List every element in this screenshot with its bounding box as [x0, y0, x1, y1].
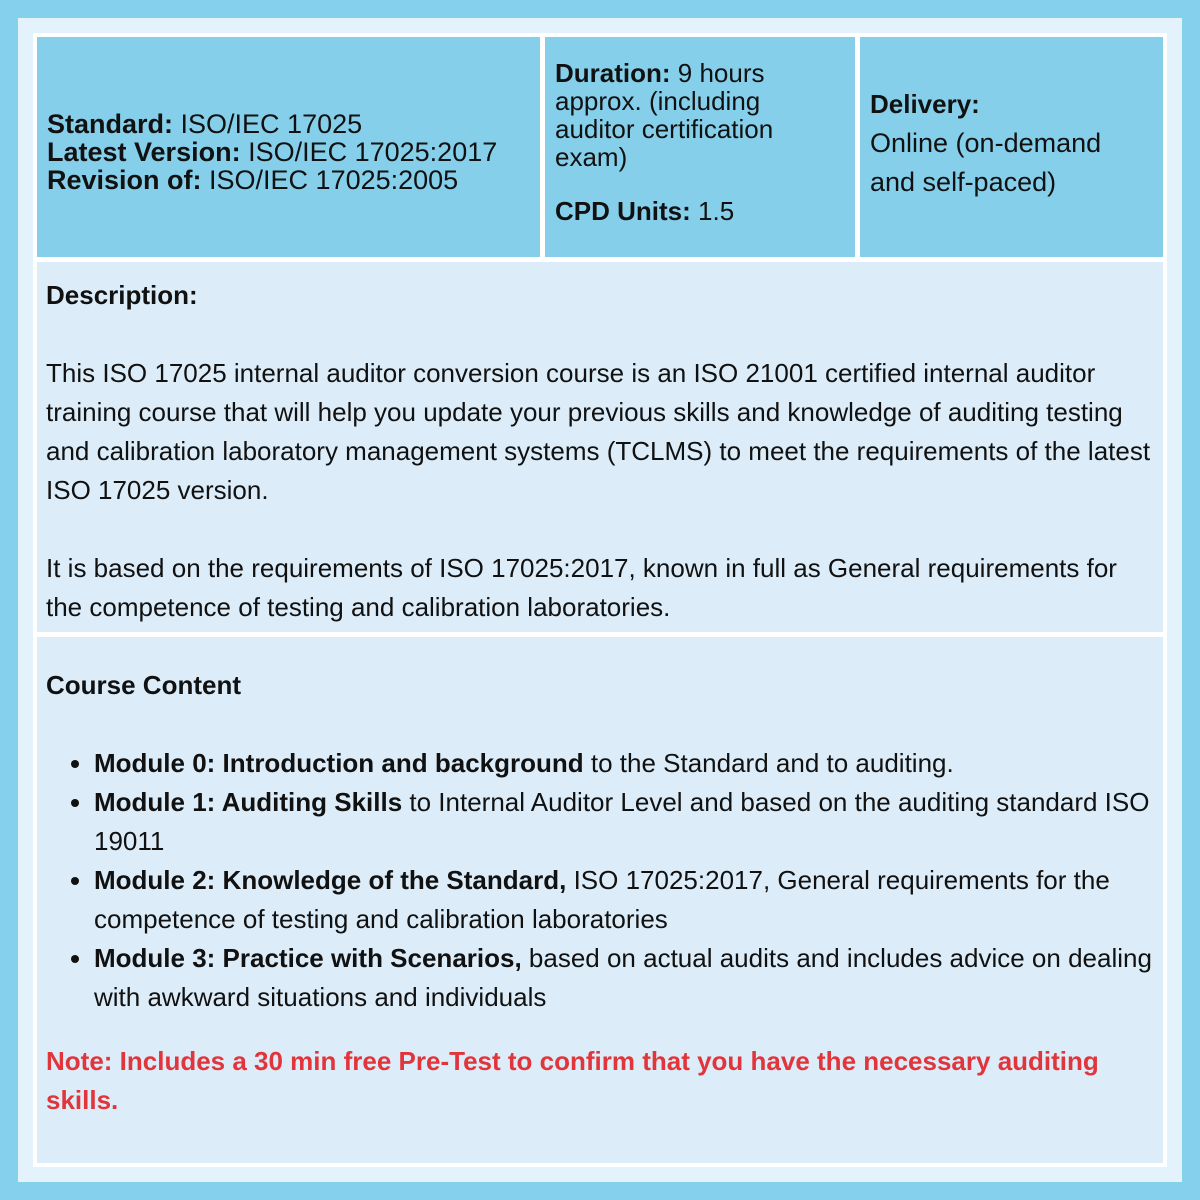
- course-content-cell: [37, 637, 1163, 1163]
- cpd-units-label: CPD Units:: [555, 196, 691, 226]
- module-title: Module 0: Introduction and background: [94, 748, 584, 778]
- module-title: Module 3: Practice with Scenarios,: [94, 943, 522, 973]
- module-desc: ISO 17025:2017, General requirements for the competence of testing and calibration laboratories: [94, 865, 1110, 934]
- module-item: [94, 783, 1154, 861]
- revision-of-value: ISO/IEC 17025:2005: [209, 165, 459, 195]
- module-desc: to the Standard and to auditing.: [583, 748, 954, 778]
- module-title: Module 1: Auditing Skills: [94, 787, 403, 817]
- latest-version-value: ISO/IEC 17025:2017: [248, 137, 498, 167]
- module-title: Module 2: Knowledge of the Standard,: [94, 865, 567, 895]
- duration-label: Duration:: [555, 58, 671, 88]
- module-item: [94, 939, 1154, 1017]
- delivery-cell: [860, 37, 1163, 257]
- description-paragraph: This ISO 17025 internal auditor conversion course is an ISO 21001 certified internal auditor training course that will help you update your previous skills and knowledge of auditing testing and calibration laboratory management systems (TCLMS) to meet the requirements of the latest ISO 17025 version.: [46, 358, 1151, 505]
- standard-line: [47, 110, 530, 138]
- course-info-table: [33, 33, 1167, 1167]
- duration-cell: [545, 37, 855, 257]
- module-desc: to Internal Auditor Level and based on the auditing standard ISO 19011: [94, 787, 1150, 856]
- module-list: [46, 744, 1154, 1017]
- course-content-heading: Course Content: [46, 670, 241, 700]
- standard-label: Standard:: [47, 109, 174, 139]
- description-paragraph: It is based on the requirements of ISO 17025:2017, known in full as General requirements for the competence of testing and calibration laboratories.: [46, 553, 1117, 622]
- module-desc: based on actual audits and includes advice on dealing with awkward situations and individuals: [94, 943, 1152, 1012]
- revision-of-line: [47, 166, 530, 194]
- cpd-units-value: 1.5: [698, 196, 735, 226]
- standard-value: ISO/IEC 17025: [180, 109, 363, 139]
- latest-version-label: Latest Version:: [47, 137, 241, 167]
- duration-value: 9 hours approx. (including auditor certification exam): [555, 58, 774, 172]
- delivery-value: Online (on-demand and self-paced): [870, 128, 1102, 197]
- description-cell: [37, 262, 1163, 632]
- description-heading: Description:: [46, 280, 198, 310]
- revision-of-label: Revision of:: [47, 165, 202, 195]
- cpd-units-text: [555, 197, 845, 225]
- module-item: [94, 861, 1154, 939]
- delivery-label: Delivery:: [870, 89, 980, 119]
- standard-info-cell: [37, 37, 540, 257]
- duration-text: [555, 59, 845, 171]
- pre-test-note: Note: Includes a 30 min free Pre-Test to confirm that you have the necessary auditing skills.: [46, 1046, 1099, 1115]
- course-info-panel: [18, 18, 1182, 1182]
- module-item: [94, 744, 1154, 783]
- latest-version-line: [47, 138, 530, 166]
